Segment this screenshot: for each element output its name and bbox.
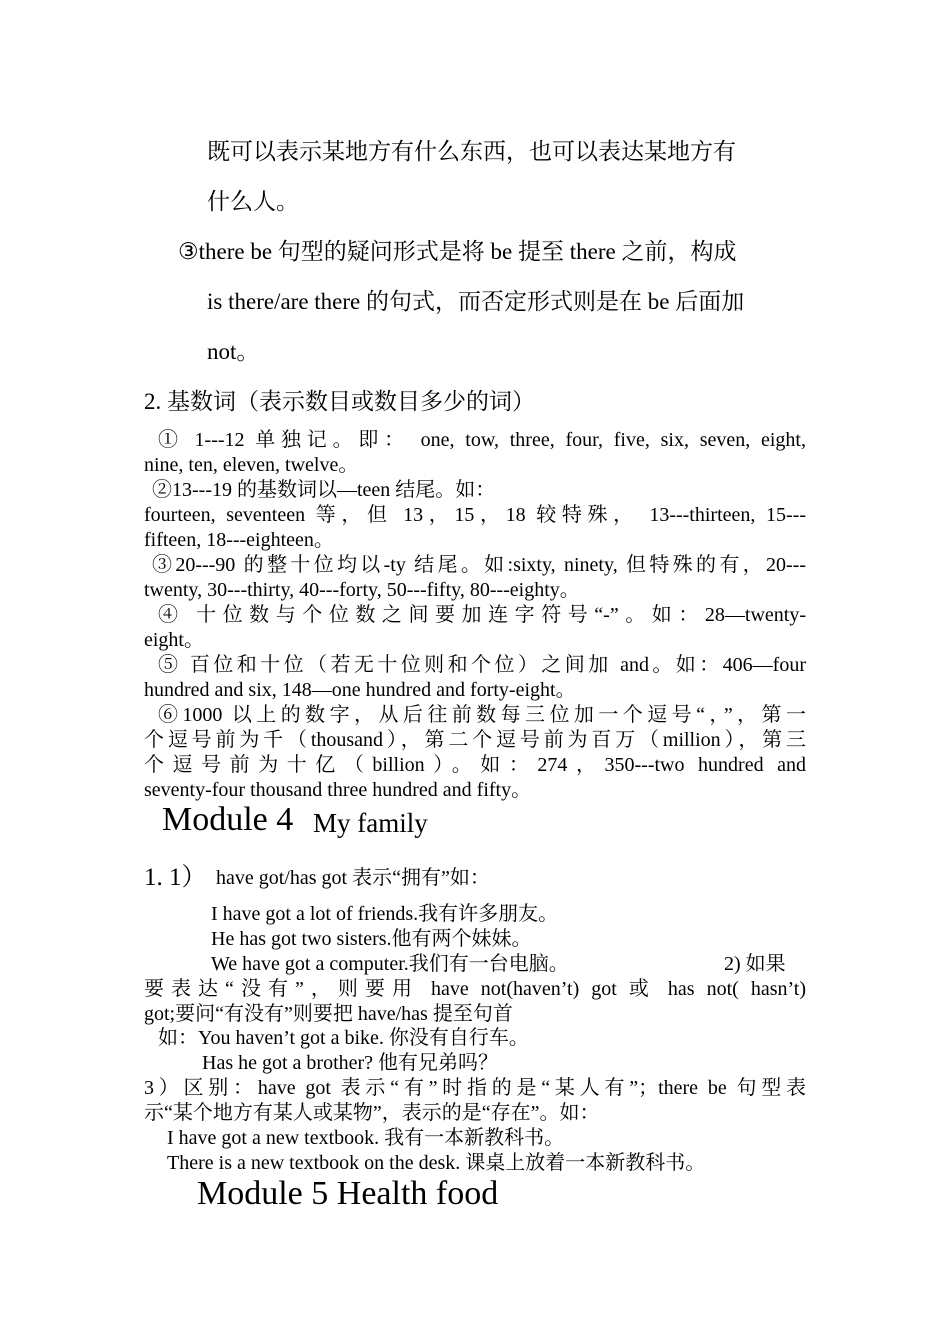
text-line: have got/has got 表示“拥有”如：: [216, 867, 490, 889]
text-line: nine, ten, eleven, twelve。: [144, 454, 359, 476]
point-label: 2) 如果: [724, 953, 786, 975]
text-line: 什么人。: [207, 189, 299, 214]
text-line: 个逗号前为十亿（billion）。如：274，350---two hundred and: [144, 754, 806, 776]
text-line: 要表达“没有”，则要用 have not(haven’t) got 或 has not( hasn’t): [144, 978, 806, 1000]
section-heading: 2. 基数词（表示数目或数目多少的词）: [144, 389, 535, 414]
example-sentence: I have got a lot of friends.我有许多朋友。: [211, 903, 559, 925]
text-line: got;要问“有没有”则要把 have/has 提至句首: [144, 1003, 513, 1025]
text-line: hundred and six, 148—one hundred and forty-eight。: [144, 679, 576, 701]
text-line: ⑥1000 以上的数字，从后往前数每三位加一个逗号“，”，第一: [158, 704, 806, 726]
text-line: not。: [207, 339, 260, 364]
example-sentence: We have got a computer.我们有一台电脑。: [211, 953, 569, 975]
text-line: 既可以表示某地方有什么东西，也可以表达某地方有: [207, 139, 736, 164]
text-line: 个逗号前为千（thousand），第二个逗号前为百万（million），第三: [144, 729, 806, 751]
example-sentence: There is a new textbook on the desk. 课桌上放着一本新教科书。: [167, 1152, 706, 1174]
module-title: Module 4: [162, 801, 294, 838]
example-sentence: 如：You haven’t got a bike. 你没有自行车。: [158, 1027, 529, 1049]
text-line: ⑤ 百位和十位（若无十位则和个位）之间加 and。如：406—four: [158, 654, 806, 676]
text-line: is there/are there 的句式，而否定形式则是在 be 后面加: [207, 289, 745, 314]
text-line: ③20---90 的整十位均以-ty 结尾。如:sixty, ninety, 但特殊的有，20---: [152, 554, 806, 576]
example-sentence: Has he got a brother? 他有兄弟吗？: [202, 1052, 499, 1074]
text-line: eight。: [144, 629, 204, 651]
text-line: ④ 十位数与个位数之间要加连字符号“-”。如：28—twenty-: [158, 604, 806, 626]
text-line: fourteen, seventeen 等，但 13，15，18 较特殊， 13---thirteen, 15---: [144, 504, 806, 526]
text-line: twenty, 30---thirty, 40---forty, 50---fifty, 80---eighty。: [144, 579, 580, 601]
text-line: 示“某个地方有某人或某物”，表示的是“存在”。如：: [144, 1102, 600, 1124]
example-sentence: He has got two sisters.他有两个妹妹。: [211, 928, 532, 950]
text-line: seventy-four thousand three hundred and fifty。: [144, 779, 532, 801]
module-subtitle: My family: [313, 808, 428, 838]
text-line: fifteen, 18---eighteen。: [144, 529, 334, 551]
text-line: ③there be 句型的疑问形式是将 be 提至 there 之前，构成: [178, 239, 737, 264]
module-title: Module 5 Health food: [197, 1175, 499, 1212]
text-line: ① 1---12 单独记。即： one, tow, three, four, five, six, seven, eight,: [158, 429, 806, 451]
text-line: 3）区别：have got 表示“有”时指的是“某人有”；there be 句型表: [144, 1077, 806, 1099]
point-number: 1. 1）: [144, 864, 207, 891]
example-sentence: I have got a new textbook. 我有一本新教科书。: [167, 1127, 565, 1149]
text-line: ②13---19 的基数词以—teen 结尾。如：: [152, 479, 496, 501]
